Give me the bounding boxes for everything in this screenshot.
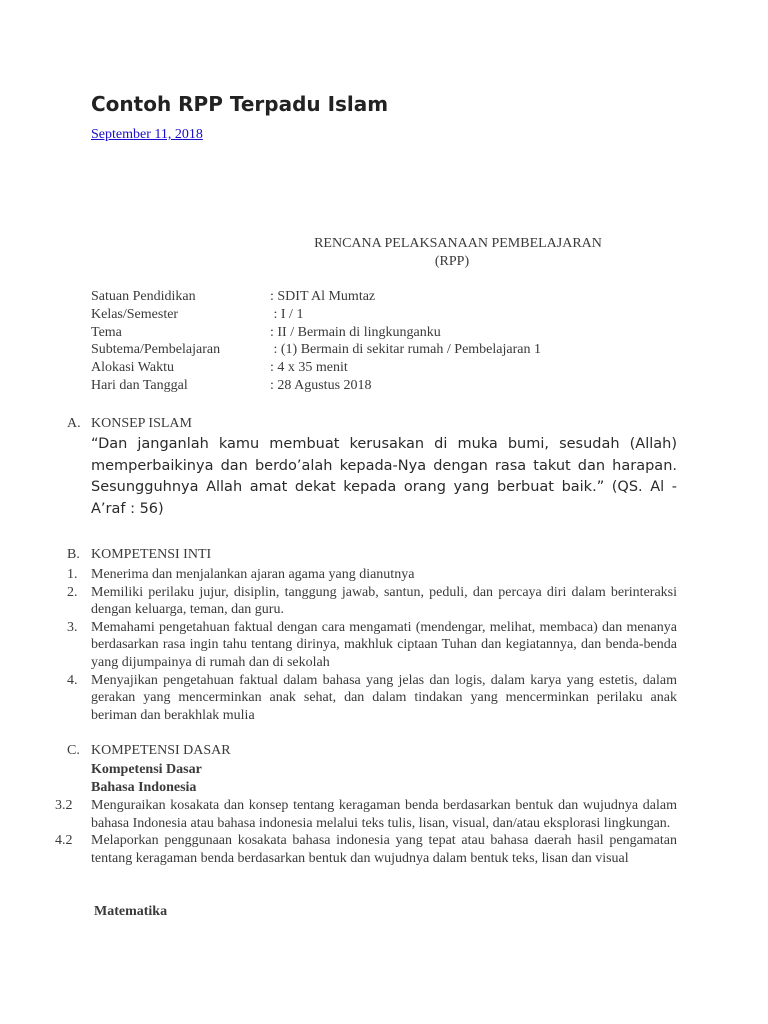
section-b-heading: [67, 547, 211, 563]
section-a-heading: [67, 416, 192, 432]
kompetensi-inti-list: [67, 566, 677, 724]
list-item-number: 1.: [67, 567, 78, 582]
identity-value: : (1) Bermain di sekitar rumah / Pembelajaran 1: [270, 342, 541, 358]
section-c-heading: [67, 743, 231, 759]
identity-label: Satuan Pendidikan: [91, 289, 196, 304]
section-b-title: KOMPETENSI INTI: [91, 547, 212, 562]
identity-value: : I / 1: [270, 306, 304, 322]
list-item-text: Menguraikan kosakata dan konsep tentang keragaman benda berdasarkan bentuk dan wujudnya dalam bahasa Indonesia atau bahasa indonesia melalui teks tulis, lisan, visual, dan/atau eksplorasi lingkungan.: [91, 798, 677, 831]
document-heading: [250, 235, 666, 271]
identity-value: : 4 x 35 menit: [270, 360, 348, 376]
identity-value: : SDIT Al Mumtaz: [270, 289, 376, 304]
post-title: Contoh RPP Terpadu Islam: [91, 92, 389, 116]
quran-quote: “Dan janganlah kamu membuat kerusakan di muka bumi, sesudah (Allah) memperbaikinya dan berdo’alah kepada-Nya dengan rasa takut dan harapan. Sesungguhnya Allah amat dekat kepada orang yang berbuat baik.” (QS. Al - A’raf : 56): [91, 436, 677, 517]
list-item: [67, 566, 677, 584]
section-a-letter: A.: [67, 416, 81, 431]
identity-label: Alokasi Waktu: [91, 360, 174, 376]
list-item-text: Melaporkan penggunaan kosakata bahasa indonesia yang tepat atau bahasa daerah hasil pengamatan tentang keragaman benda berdasarkan bentuk dan wujudnya dalam bentuk teks, lisan dan visual: [91, 833, 677, 866]
section-c-title: KOMPETENSI DASAR: [91, 743, 231, 758]
list-item: [67, 672, 677, 725]
list-item: [55, 832, 677, 867]
list-item-text: Memahami pengetahuan faktual dengan cara mengamati (mendengar, melihat, membaca) dan menanya berdasarkan rasa ingin tahu tentang dirinya, makhluk ciptaan Tuhan dan kegiatannya, dan benda-benda yang dijumpainya di rumah dan di sekolah: [91, 619, 677, 670]
identity-label: Hari dan Tanggal: [91, 377, 188, 393]
kompetensi-dasar-list: [55, 797, 677, 867]
list-item-number: 4.2: [55, 833, 73, 849]
list-item-number: 3.: [67, 619, 78, 635]
list-item: [67, 619, 677, 672]
list-item-number: 2.: [67, 584, 78, 600]
identity-value: : II / Bermain di lingkunganku: [270, 324, 441, 340]
identity-label: Kelas/Semester: [91, 306, 179, 322]
list-item: [55, 797, 677, 832]
subject-matematika: Matematika: [94, 904, 168, 919]
document-heading-line2: (RPP): [434, 254, 470, 269]
identity-label: Subtema/Pembelajaran: [91, 342, 221, 358]
identity-label: Tema: [91, 324, 122, 340]
section-a-title: KONSEP ISLAM: [91, 416, 192, 431]
list-item-number: 4.: [67, 672, 78, 688]
subject-bahasa-indonesia: Bahasa Indonesia: [91, 780, 197, 795]
identity-value: : 28 Agustus 2018: [270, 377, 372, 393]
list-item-text: Memiliki perilaku jujur, disiplin, tanggung jawab, santun, peduli, dan percaya diri dalam berinteraksi dengan keluarga, teman, dan guru.: [91, 584, 677, 618]
kd-subtitle: Kompetensi Dasar: [91, 762, 202, 777]
list-item-text: Menyajikan pengetahuan faktual dalam bahasa yang jelas dan logis, dalam karya yang estetis, dalam gerakan yang mencerminkan anak sehat, dan dalam tindakan yang mencerminkan perilaku anak beriman dan berakhlak mulia: [91, 672, 677, 723]
list-item-number: 3.2: [55, 798, 73, 813]
list-item: [67, 584, 677, 619]
post-date-link[interactable]: September 11, 2018: [91, 127, 203, 142]
section-b-letter: B.: [67, 547, 80, 562]
section-c-letter: C.: [67, 743, 80, 758]
list-item-text: Menerima dan menjalankan ajaran agama yang dianutnya: [91, 567, 415, 582]
document-heading-line1: RENCANA PELAKSANAAN PEMBELAJARAN: [314, 236, 602, 251]
